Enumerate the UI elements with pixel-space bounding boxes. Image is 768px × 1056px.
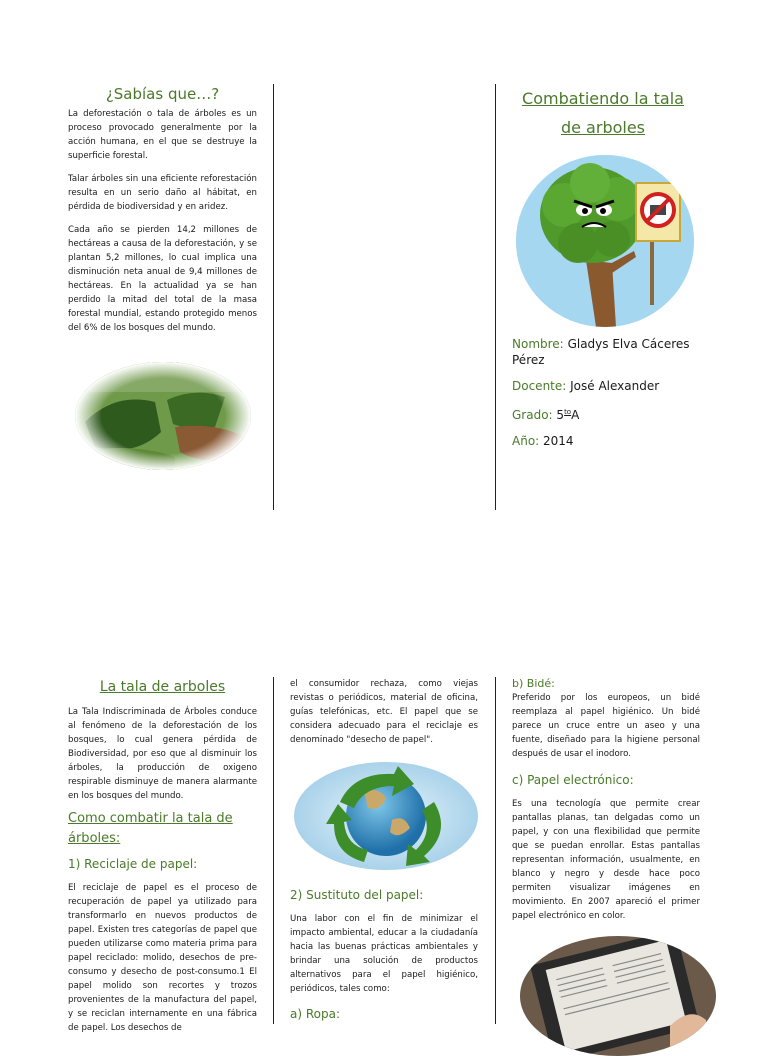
nombre-value: Gladys Elva Cáceres <box>567 337 690 351</box>
section-title: ¿Sabías que…? <box>105 85 220 103</box>
column-divider <box>273 677 274 1024</box>
anio-value: 2014 <box>543 434 574 448</box>
cover-title-line: de arboles <box>560 118 646 137</box>
subheading-papel-electronico: c) Papel electrónico: <box>512 773 634 787</box>
angry-tree-illustration <box>516 155 694 327</box>
grado-label: Grado: <box>512 408 553 422</box>
middle-column <box>290 677 478 756</box>
column-divider <box>495 677 496 1024</box>
sustituto-paragraph: Una labor con el fin de minimizar el impacto ambiental, educar a la ciudadanía hacia las buenas prácticas ambientales y brindar una solución de productos alternativos para el papel higiénico, periódicos, tales como: <box>290 914 478 994</box>
recycle-globe-image <box>294 762 478 870</box>
right-column <box>512 677 700 932</box>
cover-title <box>505 84 701 142</box>
e-paper-reader-image <box>520 936 716 1056</box>
sabias-que-section <box>68 84 257 344</box>
subheading-sustituto: 2) Sustituto del papel: <box>290 888 424 902</box>
column-divider <box>495 84 496 510</box>
forest-aerial-image <box>75 362 251 470</box>
column-divider <box>273 84 274 510</box>
heading-line: Como combatir la tala de <box>68 811 233 826</box>
docente-label: Docente: <box>512 379 567 393</box>
paragraph: Cada año se pierden 14,2 millones de hectáreas a causa de la deforestación, y se plantan 5,2 millones, lo cual implica una disminución neta anual de 9,4 millones de hectáreas. En la actualidad ya se han perdido la mitad del total de la masa forestal mundial, estando protegido menos del 6% de los bosques del mundo. <box>68 225 257 333</box>
section-title: La tala de arboles <box>99 679 226 695</box>
docente-row <box>512 378 702 394</box>
grado-letter: A <box>571 408 580 422</box>
subheading-reciclaje: 1) Reciclaje de papel: <box>68 857 198 871</box>
paragraph: Talar árboles sin una eficiente reforestación resulta en un serio daño al hábitat, en pérdida de biodiversidad y en aridez. <box>68 174 257 212</box>
nombre-value-line2: Pérez <box>512 353 545 367</box>
grado-superscript: to <box>564 408 572 416</box>
nombre-label: Nombre: <box>512 337 564 351</box>
sustituto-section <box>290 886 478 1023</box>
intro-paragraph: La Tala Indiscriminada de Árboles conduce al fenómeno de la deforestación de los bosques, lo cual genera pérdida de Biodiversidad, por eso que al disminuir los árboles, la producción de oxigeno respirable disminuye de manera alarmante en los bosques del mundo. <box>68 707 257 801</box>
subheading-bide: b) Bidé: <box>512 677 555 690</box>
docente-value: José Alexander <box>570 379 660 393</box>
grado-row <box>512 404 702 423</box>
student-info <box>512 336 702 449</box>
grado-number: 5 <box>556 408 565 422</box>
heading-line: árboles: <box>68 831 121 846</box>
bide-paragraph: Preferido por los europeos, un bidé reemplaza al papel higiénico. Un bidé parece un cruce entre un aseo y una fuente, diseñado para la higiene personal después de usar el inodoro. <box>512 693 700 759</box>
subheading-ropa: a) Ropa: <box>290 1007 341 1021</box>
anio-row <box>512 433 702 449</box>
body-paragraph: El reciclaje de papel es el proceso de recuperación de papel ya utilizado para transformarlo en nuevos productos de papel. Existen tres categorías de papel que pueden utilizarse como materia prima para papel reciclado: molido, desechos de pre-consumo y desecho de post-consumo.1 El papel molido son recortes y trozos provenientes de la manufactura del papel, y se reciclan internamente en una fábrica de papel. Los desechos de <box>68 883 257 1033</box>
paragraph: La deforestación o tala de árboles es un proceso provocado generalmente por la acción humana, en el que se destruye la superficie forestal. <box>68 109 257 161</box>
nombre-row <box>512 336 702 352</box>
tala-section <box>68 677 257 1044</box>
anio-label: Año: <box>512 434 540 448</box>
cover-title-line: Combatiendo la tala <box>522 89 684 108</box>
continued-paragraph: el consumidor rechaza, como viejas revistas o periódicos, material de oficina, guías telefónicas, etc. El papel que se considera adecuado para el reciclaje es denominado "desecho de papel". <box>290 679 478 745</box>
papel-electronico-paragraph: Es una tecnología que permite crear pantallas planas, tan delgadas como un papel, y con una flexibilidad que permite que se puedan enrollar. Estas pantallas representan información, usualmente, en blanco y negro y desde hace poco permiten visualizar imágenes en movimiento. En 2007 apareció el primer papel electrónico en color. <box>512 799 700 921</box>
